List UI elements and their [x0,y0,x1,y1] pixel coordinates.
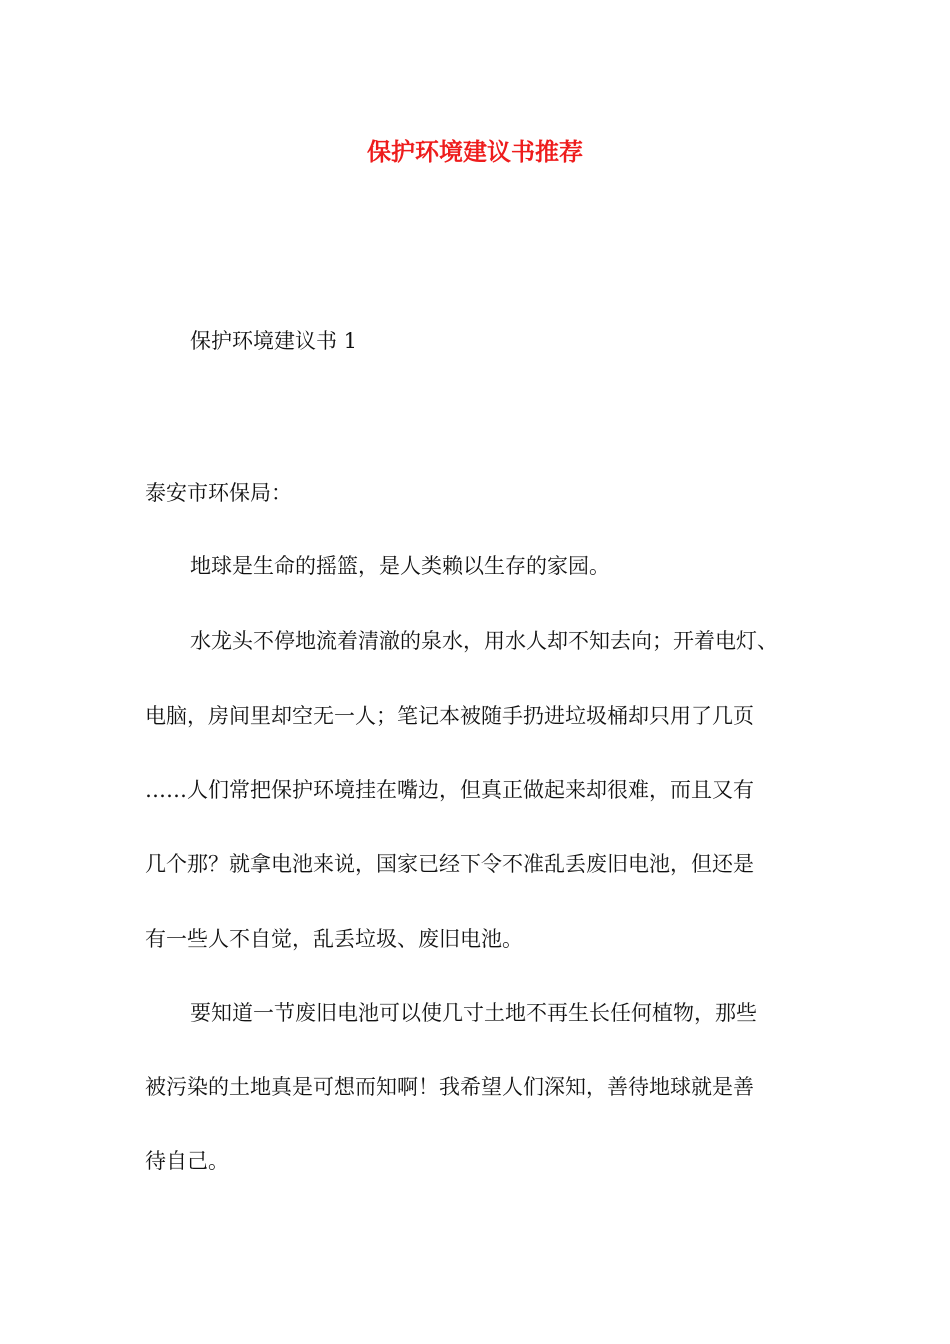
paragraph-line: 有一些人不自觉，乱丢垃圾、废旧电池。 [145,927,523,951]
paragraph-line: 待自己。 [145,1149,229,1173]
salutation: 泰安市环保局： [145,481,292,505]
paragraph-line: 要知道一节废旧电池可以使几寸土地不再生长任何植物，那些 [190,1001,757,1025]
paragraph-line: 水龙头不停地流着清澈的泉水，用水人却不知去向；开着电灯、 [190,629,778,653]
section-heading: 保护环境建议书 1 [190,329,358,353]
paragraph-line: 地球是生命的摇篮，是人类赖以生存的家园。 [190,554,610,578]
paragraph-line: 电脑，房间里却空无一人；笔记本被随手扔进垃圾桶却只用了几页 [145,704,754,728]
paragraph-line: 被污染的土地真是可想而知啊！我希望人们深知，善待地球就是善 [145,1075,754,1099]
document-title: 保护环境建议书推荐 [367,137,583,166]
paragraph-line: ……人们常把保护环境挂在嘴边，但真正做起来却很难，而且又有 [145,778,754,802]
paragraph-line: 几个那？就拿电池来说，国家已经下令不准乱丢废旧电池，但还是 [145,852,754,876]
